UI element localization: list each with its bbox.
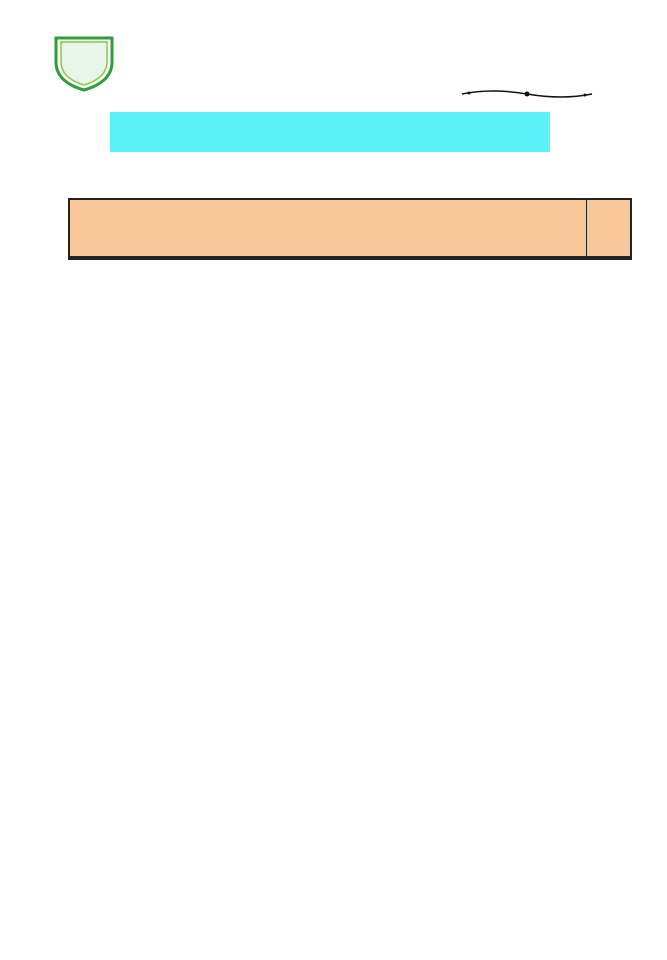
column-header-name — [70, 200, 586, 256]
flower-border-right — [641, 26, 667, 934]
flower-border-bottom — [0, 934, 667, 960]
students-table — [68, 198, 632, 260]
school-logo-icon — [48, 32, 120, 92]
grade-title — [110, 112, 550, 152]
ornament-divider-icon — [457, 88, 597, 100]
column-header-number — [586, 200, 630, 256]
table-header — [70, 200, 630, 258]
subtitle — [106, 160, 574, 196]
flower-border-top — [0, 0, 667, 26]
flower-border-left — [0, 26, 26, 934]
